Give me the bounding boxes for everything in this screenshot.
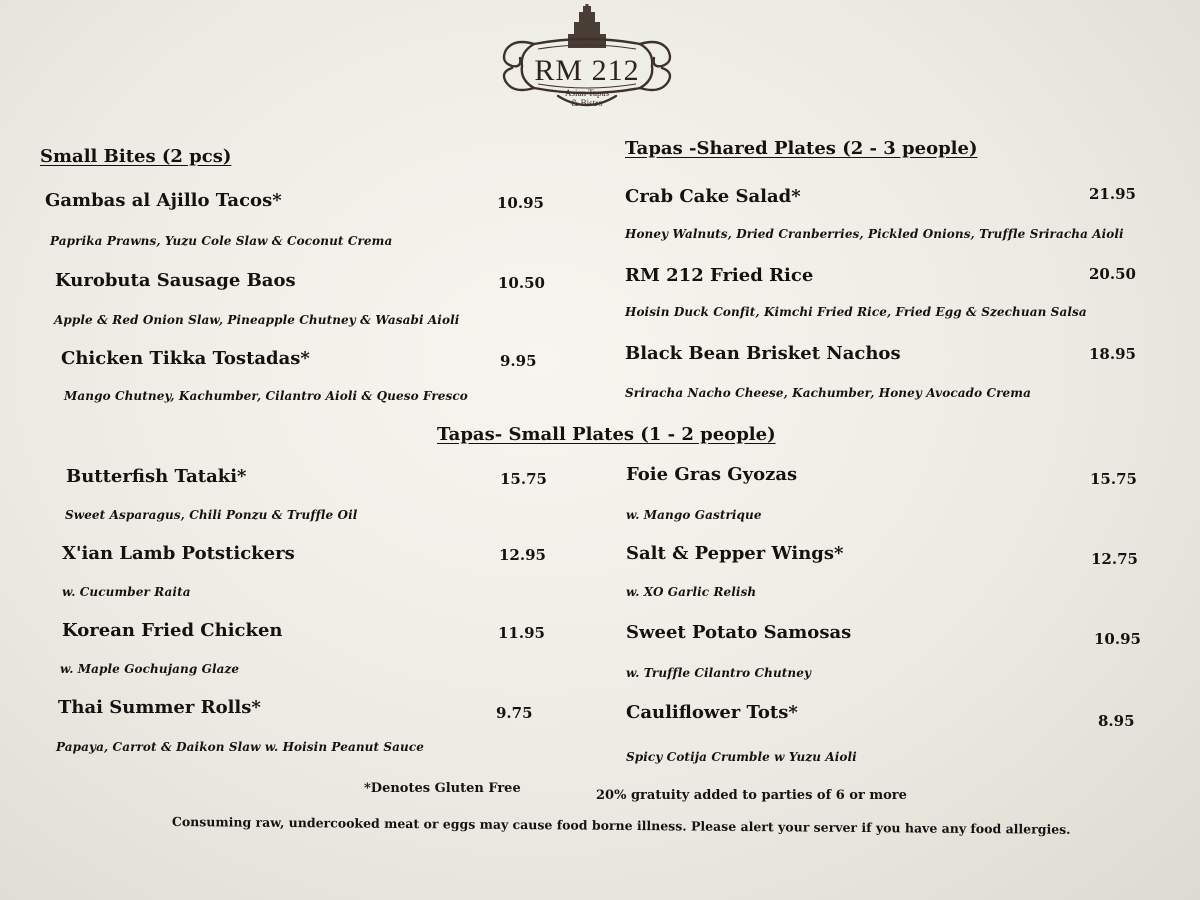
menu-item-price: 12.95 xyxy=(499,546,546,564)
menu-item-price: 21.95 xyxy=(1089,185,1136,203)
section-heading-small-bites: Small Bites (2 pcs) xyxy=(40,146,232,167)
menu-item-description: Papaya, Carrot & Daikon Slaw w. Hoisin Peanut Sauce xyxy=(56,740,425,754)
menu-item-name: Kurobuta Sausage Baos xyxy=(55,270,296,291)
gratuity-note: 20% gratuity added to parties of 6 or more xyxy=(596,788,907,803)
menu-item-name: Gambas al Ajillo Tacos* xyxy=(45,190,282,211)
food-safety-warning: Consuming raw, undercooked meat or eggs may cause food borne illness. Please alert your server if you have any food allergies. xyxy=(171,814,1071,837)
menu-item-description: w. Mango Gastrique xyxy=(626,508,762,522)
menu-item-description: Apple & Red Onion Slaw, Pineapple Chutney & Wasabi Aioli xyxy=(54,313,460,327)
menu-item-price: 18.95 xyxy=(1089,345,1136,363)
menu-item-name: X'ian Lamb Potstickers xyxy=(62,543,295,564)
section-heading-small-plates: Tapas- Small Plates (1 - 2 people) xyxy=(437,424,776,445)
menu-item-description: Mango Chutney, Kachumber, Cilantro Aioli & Queso Fresco xyxy=(64,389,468,403)
menu-item-price: 12.75 xyxy=(1091,550,1138,568)
menu-item-name: Cauliflower Tots* xyxy=(626,702,798,723)
menu-item-name: Black Bean Brisket Nachos xyxy=(625,343,901,364)
menu-item-price: 15.75 xyxy=(1090,470,1137,488)
menu-item-name: Korean Fried Chicken xyxy=(62,620,283,641)
menu-item-description: w. Truffle Cilantro Chutney xyxy=(626,666,812,680)
logo-wordmark: RM 212 xyxy=(534,54,640,87)
menu-item-price: 9.75 xyxy=(496,704,533,722)
menu-item-price: 11.95 xyxy=(498,624,545,642)
logo-subtitle-line-2: & Bistro xyxy=(571,98,603,108)
menu-item-name: Salt & Pepper Wings* xyxy=(626,543,844,564)
menu-item-price: 8.95 xyxy=(1098,712,1135,730)
menu-item-price: 9.95 xyxy=(500,352,537,370)
menu-item-description: Hoisin Duck Confit, Kimchi Fried Rice, Fried Egg & Szechuan Salsa xyxy=(625,305,1087,319)
menu-item-name: Chicken Tikka Tostadas* xyxy=(61,348,310,369)
section-heading-shared-plates: Tapas -Shared Plates (2 - 3 people) xyxy=(625,138,978,159)
menu-item-name: Crab Cake Salad* xyxy=(625,186,801,207)
menu-item-price: 10.50 xyxy=(498,274,545,292)
menu-item-price: 10.95 xyxy=(497,194,544,212)
logo-subtitle xyxy=(498,88,676,108)
gluten-free-note: *Denotes Gluten Free xyxy=(364,781,521,796)
restaurant-logo xyxy=(498,4,676,116)
menu-item-description: Paprika Prawns, Yuzu Cole Slaw & Coconut Crema xyxy=(50,234,393,248)
menu-item-description: Sweet Asparagus, Chili Ponzu & Truffle Oil xyxy=(65,508,358,522)
menu-item-description: Spicy Cotija Crumble w Yuzu Aioli xyxy=(626,750,857,764)
menu-item-name: RM 212 Fried Rice xyxy=(625,265,814,286)
menu-item-name: Butterfish Tataki* xyxy=(66,466,247,487)
menu-item-description: w. Maple Gochujang Glaze xyxy=(60,662,240,676)
menu-item-price: 20.50 xyxy=(1089,265,1136,283)
menu-item-description: Sriracha Nacho Cheese, Kachumber, Honey Avocado Crema xyxy=(625,386,1031,400)
logo-subtitle-line-1: Asian Tapas xyxy=(565,88,609,98)
menu-item-name: Thai Summer Rolls* xyxy=(58,697,261,718)
menu-item-description: w. XO Garlic Relish xyxy=(626,585,757,599)
menu-item-price: 10.95 xyxy=(1094,630,1141,648)
menu-item-name: Foie Gras Gyozas xyxy=(626,464,798,485)
menu-item-name: Sweet Potato Samosas xyxy=(626,622,852,643)
menu-item-description: w. Cucumber Raita xyxy=(62,585,191,599)
menu-item-description: Honey Walnuts, Dried Cranberries, Pickled Onions, Truffle Sriracha Aioli xyxy=(625,227,1124,241)
menu-item-price: 15.75 xyxy=(500,470,547,488)
